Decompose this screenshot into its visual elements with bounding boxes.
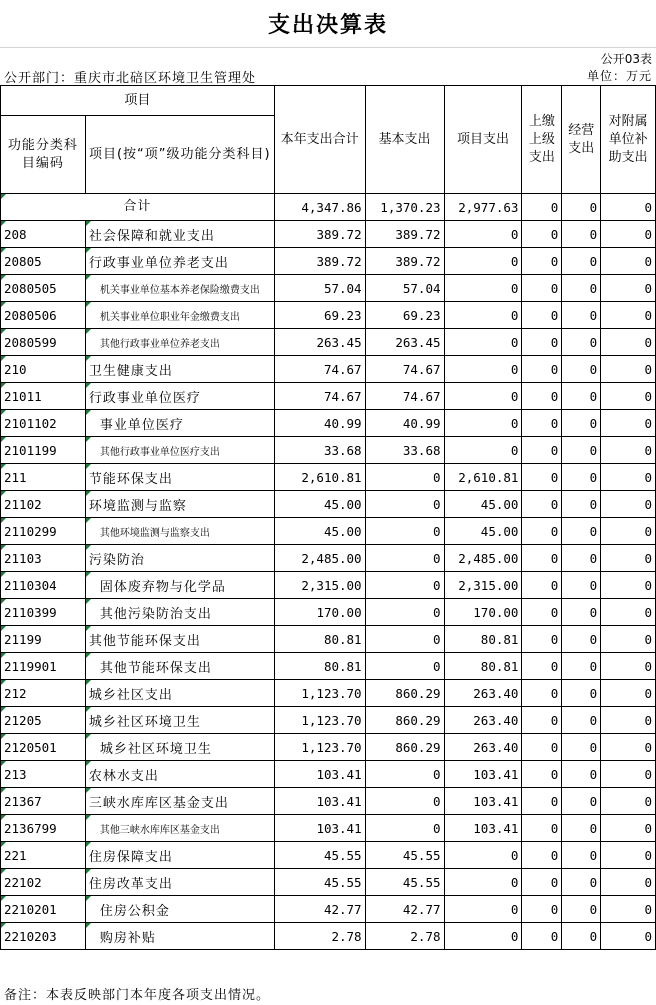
table-row [1,221,656,248]
row-code[interactable]: 2210203 [1,923,86,950]
row-name[interactable]: 城乡社区环境卫生 [85,734,274,761]
row-code[interactable]: 2136799 [1,815,86,842]
row-business[interactable]: 0 [562,869,601,896]
row-code[interactable]: 21011 [1,383,86,410]
table-row [1,572,656,599]
row-subsidy[interactable]: 0 [601,275,656,302]
row-project[interactable]: 2,610.81 [444,464,522,491]
row-basic[interactable]: 860.29 [365,680,444,707]
row-basic[interactable]: 0 [365,572,444,599]
table-row [1,383,656,410]
expenditure-table [0,85,656,950]
row-project[interactable]: 2,315.00 [444,572,522,599]
total-basic[interactable]: 1,370.23 [365,194,444,221]
row-project[interactable]: 0 [444,329,522,356]
row-name[interactable]: 其他节能环保支出 [85,626,274,653]
row-subsidy[interactable]: 0 [601,923,656,950]
row-total[interactable]: 263.45 [274,329,365,356]
header-item-group[interactable]: 项目 [1,86,275,116]
total-total[interactable]: 4,347.86 [274,194,365,221]
header-business[interactable]: 经营支出 [562,86,601,194]
total-label[interactable]: 合计 [1,194,275,221]
row-total[interactable]: 2,315.00 [274,572,365,599]
row-subsidy[interactable]: 0 [601,410,656,437]
row-code[interactable]: 21102 [1,491,86,518]
row-total[interactable]: 170.00 [274,599,365,626]
row-subsidy[interactable]: 0 [601,653,656,680]
row-code[interactable]: 213 [1,761,86,788]
row-subsidy[interactable]: 0 [601,518,656,545]
header-total[interactable]: 本年支出合计 [274,86,365,194]
row-project[interactable]: 103.41 [444,788,522,815]
row-upper[interactable]: 0 [522,869,562,896]
row-upper[interactable]: 0 [522,626,562,653]
row-code[interactable]: 21103 [1,545,86,572]
row-business[interactable]: 0 [562,329,601,356]
table-row [1,545,656,572]
table-row [1,734,656,761]
row-name[interactable]: 其他节能环保支出 [85,653,274,680]
row-name[interactable]: 城乡社区支出 [85,680,274,707]
row-subsidy[interactable]: 0 [601,842,656,869]
row-code[interactable]: 21199 [1,626,86,653]
row-upper[interactable]: 0 [522,842,562,869]
row-project[interactable]: 0 [444,896,522,923]
row-total[interactable]: 80.81 [274,653,365,680]
row-business[interactable]: 0 [562,302,601,329]
row-basic[interactable]: 69.23 [365,302,444,329]
row-name[interactable]: 固体废弃物与化学品 [85,572,274,599]
row-business[interactable]: 0 [562,626,601,653]
row-upper[interactable]: 0 [522,221,562,248]
row-basic[interactable]: 0 [365,815,444,842]
row-code[interactable]: 21205 [1,707,86,734]
row-subsidy[interactable]: 0 [601,545,656,572]
total-business[interactable]: 0 [562,194,601,221]
row-code[interactable]: 2080505 [1,275,86,302]
row-subsidy[interactable]: 0 [601,626,656,653]
row-name[interactable]: 社会保障和就业支出 [85,221,274,248]
row-name[interactable]: 机关事业单位基本养老保险缴费支出 [85,275,274,302]
table-row [1,923,656,950]
row-upper[interactable]: 0 [522,437,562,464]
row-upper[interactable]: 0 [522,464,562,491]
row-project[interactable]: 170.00 [444,599,522,626]
row-basic[interactable]: 0 [365,788,444,815]
row-basic[interactable]: 0 [365,491,444,518]
table-row [1,248,656,275]
row-subsidy[interactable]: 0 [601,761,656,788]
row-basic[interactable]: 42.77 [365,896,444,923]
row-name[interactable]: 住房保障支出 [85,842,274,869]
row-subsidy[interactable]: 0 [601,356,656,383]
row-project[interactable]: 263.40 [444,680,522,707]
row-project[interactable]: 80.81 [444,626,522,653]
row-subsidy[interactable]: 0 [601,869,656,896]
row-upper[interactable]: 0 [522,248,562,275]
table-row [1,896,656,923]
row-business[interactable]: 0 [562,653,601,680]
row-basic[interactable]: 57.04 [365,275,444,302]
row-code[interactable]: 2110299 [1,518,86,545]
row-subsidy[interactable]: 0 [601,383,656,410]
row-business[interactable]: 0 [562,356,601,383]
table-row [1,626,656,653]
row-upper[interactable]: 0 [522,761,562,788]
row-subsidy[interactable]: 0 [601,248,656,275]
row-basic[interactable]: 0 [365,464,444,491]
row-upper[interactable]: 0 [522,491,562,518]
total-upper[interactable]: 0 [522,194,562,221]
row-name[interactable]: 行政事业单位医疗 [85,383,274,410]
row-name[interactable]: 其他行政事业单位医疗支出 [85,437,274,464]
total-subsidy[interactable]: 0 [601,194,656,221]
row-basic[interactable]: 0 [365,518,444,545]
row-name[interactable]: 其他行政事业单位养老支出 [85,329,274,356]
row-subsidy[interactable]: 0 [601,707,656,734]
row-project[interactable]: 0 [444,248,522,275]
row-business[interactable]: 0 [562,815,601,842]
row-project[interactable]: 0 [444,410,522,437]
row-basic[interactable]: 860.29 [365,734,444,761]
row-subsidy[interactable]: 0 [601,491,656,518]
row-project[interactable]: 45.00 [444,491,522,518]
total-row [1,194,656,221]
grid-divider [0,47,656,48]
unit-label: 单位：万元 [586,69,652,83]
row-basic[interactable]: 860.29 [365,707,444,734]
row-name[interactable]: 卫生健康支出 [85,356,274,383]
table-row [1,869,656,896]
row-code[interactable]: 2110399 [1,599,86,626]
row-code[interactable]: 2080506 [1,302,86,329]
row-project[interactable]: 0 [444,437,522,464]
table-row [1,842,656,869]
row-upper[interactable]: 0 [522,815,562,842]
table-row [1,491,656,518]
row-code[interactable]: 22102 [1,869,86,896]
row-name[interactable]: 其他污染防治支出 [85,599,274,626]
row-basic[interactable]: 0 [365,761,444,788]
row-business[interactable]: 0 [562,923,601,950]
row-code[interactable]: 21367 [1,788,86,815]
row-upper[interactable]: 0 [522,383,562,410]
row-name[interactable]: 节能环保支出 [85,464,274,491]
row-project[interactable]: 80.81 [444,653,522,680]
row-code[interactable]: 2120501 [1,734,86,761]
row-project[interactable]: 0 [444,275,522,302]
row-project[interactable]: 0 [444,842,522,869]
row-name[interactable]: 其他三峡水库库区基金支出 [85,815,274,842]
row-total[interactable]: 389.72 [274,221,365,248]
header-code[interactable]: 功能分类科目编码 [1,116,86,194]
row-total[interactable]: 103.41 [274,788,365,815]
row-name[interactable]: 住房公积金 [85,896,274,923]
row-business[interactable]: 0 [562,707,601,734]
row-upper[interactable]: 0 [522,788,562,815]
row-basic[interactable]: 74.67 [365,356,444,383]
row-subsidy[interactable]: 0 [601,734,656,761]
row-business[interactable]: 0 [562,248,601,275]
row-project[interactable]: 103.41 [444,761,522,788]
row-upper[interactable]: 0 [522,896,562,923]
header-name[interactable]: 项目(按“项”级功能分类科目) [85,116,274,194]
row-basic[interactable]: 2.78 [365,923,444,950]
row-total[interactable]: 74.67 [274,383,365,410]
row-subsidy[interactable]: 0 [601,788,656,815]
row-upper[interactable]: 0 [522,545,562,572]
row-code[interactable]: 211 [1,464,86,491]
table-row [1,464,656,491]
table-row [1,302,656,329]
row-business[interactable]: 0 [562,788,601,815]
row-total[interactable]: 1,123.70 [274,707,365,734]
row-basic[interactable]: 389.72 [365,248,444,275]
row-project[interactable]: 0 [444,221,522,248]
header-upper[interactable]: 上缴上级支出 [522,86,562,194]
row-code[interactable]: 221 [1,842,86,869]
row-code[interactable]: 208 [1,221,86,248]
row-subsidy[interactable]: 0 [601,815,656,842]
row-project[interactable]: 263.40 [444,734,522,761]
row-total[interactable]: 103.41 [274,815,365,842]
row-business[interactable]: 0 [562,599,601,626]
row-total[interactable]: 45.55 [274,869,365,896]
row-name[interactable]: 住房改革支出 [85,869,274,896]
row-subsidy[interactable]: 0 [601,599,656,626]
table-row [1,437,656,464]
row-upper[interactable]: 0 [522,329,562,356]
row-basic[interactable]: 0 [365,545,444,572]
row-project[interactable]: 2,485.00 [444,545,522,572]
row-project[interactable]: 0 [444,356,522,383]
row-business[interactable]: 0 [562,383,601,410]
row-upper[interactable]: 0 [522,302,562,329]
row-business[interactable]: 0 [562,464,601,491]
row-name[interactable]: 农林水支出 [85,761,274,788]
row-code[interactable]: 20805 [1,248,86,275]
row-name[interactable]: 事业单位医疗 [85,410,274,437]
row-upper[interactable]: 0 [522,518,562,545]
row-subsidy[interactable]: 0 [601,329,656,356]
row-name[interactable]: 城乡社区环境卫生 [85,707,274,734]
table-row [1,329,656,356]
row-business[interactable]: 0 [562,491,601,518]
row-basic[interactable]: 74.67 [365,383,444,410]
total-project[interactable]: 2,977.63 [444,194,522,221]
row-business[interactable]: 0 [562,410,601,437]
row-business[interactable]: 0 [562,842,601,869]
row-name[interactable]: 机关事业单位职业年金缴费支出 [85,302,274,329]
row-upper[interactable]: 0 [522,599,562,626]
row-code[interactable]: 2101102 [1,410,86,437]
row-subsidy[interactable]: 0 [601,572,656,599]
table-row [1,707,656,734]
row-upper[interactable]: 0 [522,275,562,302]
row-code[interactable]: 212 [1,680,86,707]
table-row [1,356,656,383]
row-total[interactable]: 45.55 [274,842,365,869]
row-business[interactable]: 0 [562,275,601,302]
row-code[interactable]: 2210201 [1,896,86,923]
row-upper[interactable]: 0 [522,680,562,707]
row-total[interactable]: 40.99 [274,410,365,437]
row-code[interactable]: 2101199 [1,437,86,464]
row-basic[interactable]: 0 [365,626,444,653]
row-business[interactable]: 0 [562,572,601,599]
row-upper[interactable]: 0 [522,410,562,437]
row-upper[interactable]: 0 [522,356,562,383]
row-business[interactable]: 0 [562,518,601,545]
row-upper[interactable]: 0 [522,653,562,680]
row-total[interactable]: 57.04 [274,275,365,302]
row-total[interactable]: 103.41 [274,761,365,788]
row-total[interactable]: 33.68 [274,437,365,464]
row-total[interactable]: 2.78 [274,923,365,950]
row-basic[interactable]: 0 [365,599,444,626]
row-code[interactable]: 210 [1,356,86,383]
row-total[interactable]: 45.00 [274,491,365,518]
row-basic[interactable]: 33.68 [365,437,444,464]
row-code[interactable]: 2080599 [1,329,86,356]
row-name[interactable]: 购房补贴 [85,923,274,950]
row-business[interactable]: 0 [562,437,601,464]
page-title: 支出决算表 [267,13,388,38]
row-name[interactable]: 环境监测与监察 [85,491,274,518]
header-subsidy[interactable]: 对附属单位补助支出 [601,86,656,194]
row-project[interactable]: 263.40 [444,707,522,734]
row-business[interactable]: 0 [562,896,601,923]
table-row [1,788,656,815]
table-row [1,815,656,842]
row-business[interactable]: 0 [562,761,601,788]
row-code[interactable]: 2110304 [1,572,86,599]
row-project[interactable]: 45.00 [444,518,522,545]
row-business[interactable]: 0 [562,221,601,248]
row-upper[interactable]: 0 [522,734,562,761]
row-basic[interactable]: 40.99 [365,410,444,437]
row-name[interactable]: 行政事业单位养老支出 [85,248,274,275]
row-name[interactable]: 其他环境监测与监察支出 [85,518,274,545]
row-subsidy[interactable]: 0 [601,680,656,707]
row-name[interactable]: 污染防治 [85,545,274,572]
row-basic[interactable]: 0 [365,653,444,680]
row-subsidy[interactable]: 0 [601,437,656,464]
row-business[interactable]: 0 [562,545,601,572]
row-basic[interactable]: 263.45 [365,329,444,356]
table-row [1,680,656,707]
row-project[interactable]: 0 [444,869,522,896]
row-upper[interactable]: 0 [522,707,562,734]
table-row [1,518,656,545]
table-row [1,761,656,788]
row-basic[interactable]: 45.55 [365,842,444,869]
row-business[interactable]: 0 [562,680,601,707]
row-code[interactable]: 2119901 [1,653,86,680]
row-total[interactable]: 69.23 [274,302,365,329]
row-name[interactable]: 三峡水库库区基金支出 [85,788,274,815]
row-total[interactable]: 42.77 [274,896,365,923]
row-total[interactable]: 1,123.70 [274,680,365,707]
row-total[interactable]: 80.81 [274,626,365,653]
row-project[interactable]: 0 [444,383,522,410]
row-basic[interactable]: 45.55 [365,869,444,896]
row-basic[interactable]: 389.72 [365,221,444,248]
table-code: 公开03表 [600,52,652,66]
table-row [1,653,656,680]
row-business[interactable]: 0 [562,734,601,761]
row-subsidy[interactable]: 0 [601,464,656,491]
row-upper[interactable]: 0 [522,923,562,950]
row-project[interactable]: 0 [444,302,522,329]
row-total[interactable]: 74.67 [274,356,365,383]
header-project[interactable]: 项目支出 [444,86,522,194]
table-row [1,410,656,437]
row-total[interactable]: 45.00 [274,518,365,545]
row-total[interactable]: 1,123.70 [274,734,365,761]
header-basic[interactable]: 基本支出 [365,86,444,194]
row-subsidy[interactable]: 0 [601,221,656,248]
department-label: 公开部门：重庆市北碚区环境卫生管理处 [4,71,257,86]
table-row [1,275,656,302]
row-project[interactable]: 103.41 [444,815,522,842]
row-project[interactable]: 0 [444,923,522,950]
row-subsidy[interactable]: 0 [601,896,656,923]
row-subsidy[interactable]: 0 [601,302,656,329]
footer-note: 备注：本表反映部门本年度各项支出情况。 [4,988,271,1003]
row-total[interactable]: 2,485.00 [274,545,365,572]
row-total[interactable]: 2,610.81 [274,464,365,491]
row-total[interactable]: 389.72 [274,248,365,275]
table-row [1,599,656,626]
row-upper[interactable]: 0 [522,572,562,599]
